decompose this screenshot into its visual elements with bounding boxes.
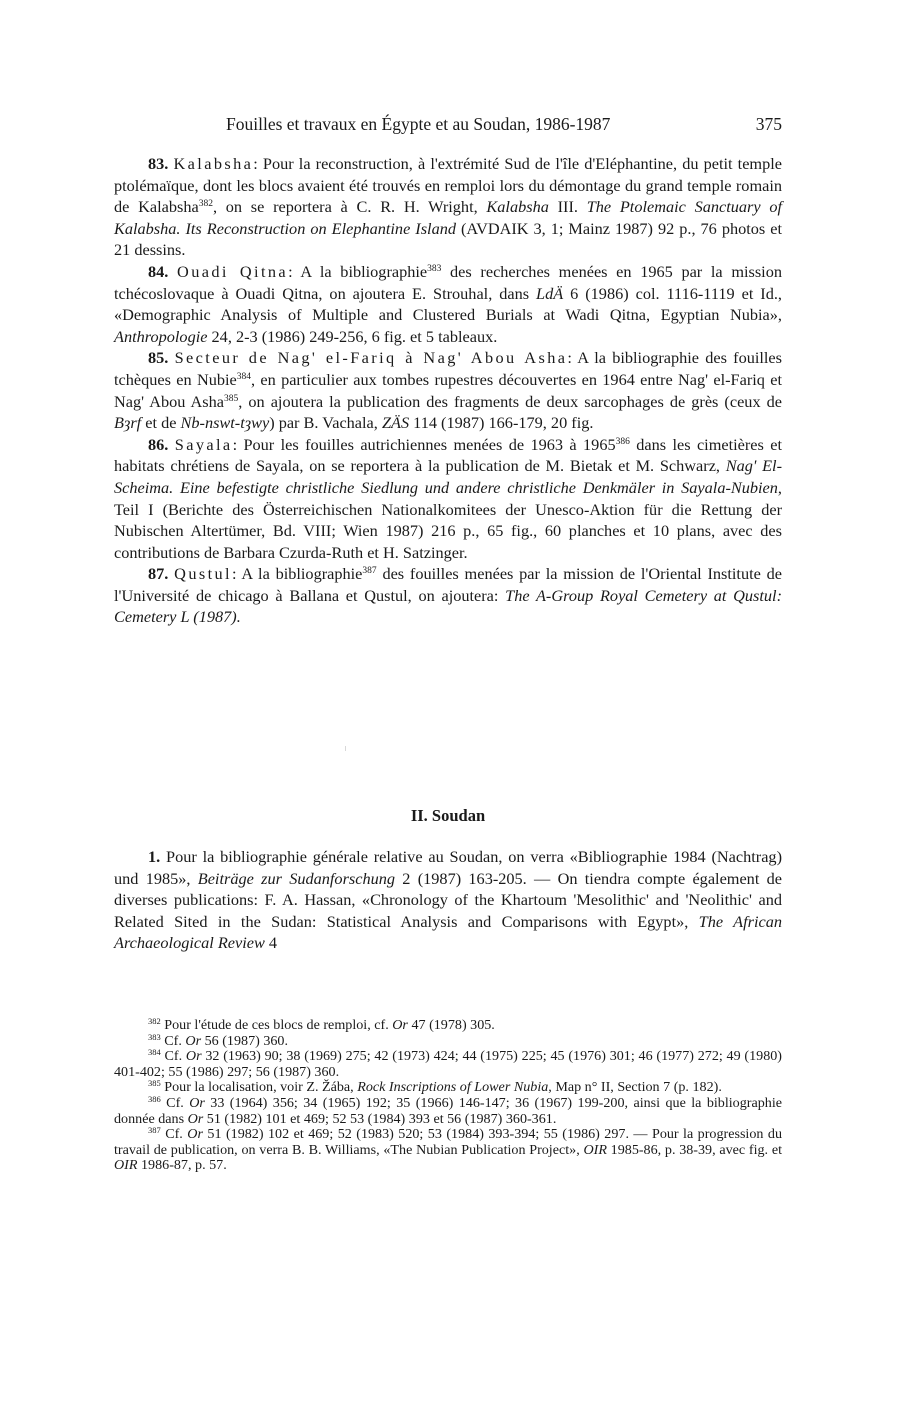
section-text <box>114 846 782 954</box>
entry-place: Sayala <box>174 434 233 454</box>
entry-place: Qustul <box>174 564 232 584</box>
entry-86: 86. Sayala: Pour les fouilles autrichiennes menées de 1963 à 1965$^{386}$ dans les cimetières et habitats chrétiens de Sayala, on se reportera à la publication de M. Bietak et M. Schwarz, Nag' El-Scheima. Eine befestigte christliche Siedlung und andere christliche Denkmäler in Sayala-Nubien, Teil I (Berichte des Österreichischen Nationalkomitees der Unesco-Aktion für die Rettung der Nubischen Altertümer, Bd. VIII; Wien 1987) 216 p., 65 fig., 60 planches et 10 plans, avec des contributions de Barbara Czurda-Ruth et H. Satzinger. <box>114 434 782 562</box>
footnote-ref: 387 <box>362 566 377 577</box>
section-paragraph: 1. Pour la bibliographie générale relative au Soudan, on verra «Bibliographie 1984 (Nachtrag) und 1985», Beiträge zur Sudanforschung 2 (1987) 163-205. — On tiendra compte également de diverses publications: F. A. Hassan, «Chronology of the Khartoum 'Mesolithic' and 'Neolithic' and Related Sited in the Sudan: Statistical Analysis and Comparisons with Egypt», The African Archaeological Review 4 <box>114 847 782 953</box>
footnote-386: $^{386}$ Cf. Or 33 (1964) 356; 34 (1965) 192; 35 (1966) 146-147; 36 (1967) 199-200, ainsi que la bibliographie donnée dans Or 51 (1982) 101 et 469; 52 53 (1984) 393 et 56 (1987) 360-361. <box>114 1093 782 1127</box>
entry-87: 87. Qustul: A la bibliographie$^{387}$ des fouilles menées par la mission de l'Oriental Institute de l'Université de chicago à Ballana et Qustul, on ajoutera: The A-Group Royal Cemetery at Qustul: Cemetery L (1987). <box>114 564 782 627</box>
footnote-ref: 382 <box>198 199 213 210</box>
footnote-385: $^{385}$ Pour la localisation, voir Z. Žába, Rock Inscriptions of Lower Nubia, Map n° II, Section 7 (p. 182). <box>148 1078 722 1096</box>
footnote-382: $^{382}$ Pour l'étude de ces blocs de remploi, cf. Or 47 (1978) 305. <box>148 1016 495 1033</box>
footnote-ref: 383 <box>427 263 442 274</box>
entry-83: 83. Kalabsha: Pour la reconstruction, à l'extrémité Sud de l'île d'Eléphantine, du petit temple ptolémaïque, dont les blocs avaient été trouvés en remploi lors du démontage du grand temple romain de Kalabsha$^{382}$, on se reportera à C. R. H. Wright, Kalabsha III. The Ptolemaic Sanctuary of Kalabsha. Its Reconstruction on Elephantine Island (AVDAIK 3, 1; Mainz 1987) 92 p., 76 photos et 21 dessins. <box>114 154 783 260</box>
page-number: 375 <box>755 114 782 134</box>
footnote-384: $^{384}$ Cf. Or 32 (1963) 90; 38 (1969) 275; 42 (1973) 424; 44 (1975) 225; 45 (1976) 301; 46 (1977) 272; 49 (1980) 401-402; 55 (1986) 297; 56 (1987) 360. <box>114 1047 783 1080</box>
stray-mark <box>345 746 346 751</box>
entry-85: 85. Secteur de Nag' el-Fariq à Nag' Abou Asha: A la bibliographie des fouilles tchèques en Nubie$^{384}$, en particulier aux tombes rupestres découvertes en 1964 entre Nag' el-Fariq et Nag' Abou Asha$^{385}$, on ajoutera la publication des fragments de deux sarcophages de grès (ceux de Bȝrf et de Nb-nswt-tȝwy) par B. Vachala, ZÄS 114 (1987) 166-179, 20 fig. <box>114 348 783 433</box>
footnote-383: $^{383}$ Cf. Or 56 (1987) 360. <box>148 1031 288 1049</box>
main-text <box>114 153 782 628</box>
footnote-ref: 384 <box>236 371 251 382</box>
entry-84: 84. Ouadi Qitna: A la bibliographie$^{383}$ des recherches menées en 1965 par la mission tchécoslovaque à Ouadi Qitna, on ajoutera E. Strouhal, dans LdÄ 6 (1986) col. 1116-1119 et Id., «Demographic Analysis of Multiple and Clustered Burials at Wadi Qitna, Egyptian Nubia», Anthropologie 24, 2-3 (1986) 249-256, 6 fig. et 5 tableaux. <box>114 261 783 346</box>
footnotes <box>114 1018 782 1174</box>
footnote-ref: 385 <box>224 393 239 404</box>
footnote-387: $^{387}$ Cf. Or 51 (1982) 102 et 469; 52 (1983) 520; 53 (1984) 393-394; 55 (1986) 297. — Pour la progression du travail de publication, on verra B. B. Williams, «The Nubian Publication Project», OIR 1985-86, p. 38-39, avec fig. et OIR 1986-87, p. 57. <box>114 1125 782 1174</box>
entry-place: Ouadi Qitna <box>177 261 289 281</box>
running-title: Fouilles et travaux en Égypte et au Soudan, 1986-1987 <box>226 114 611 134</box>
footnote-ref: 386 <box>615 436 630 447</box>
entry-place: Secteur de Nag' el-Fariq à Nag' Abou Asha <box>174 348 568 368</box>
section-heading: II. Soudan <box>410 806 486 825</box>
entry-place: Kalabsha <box>173 154 254 173</box>
